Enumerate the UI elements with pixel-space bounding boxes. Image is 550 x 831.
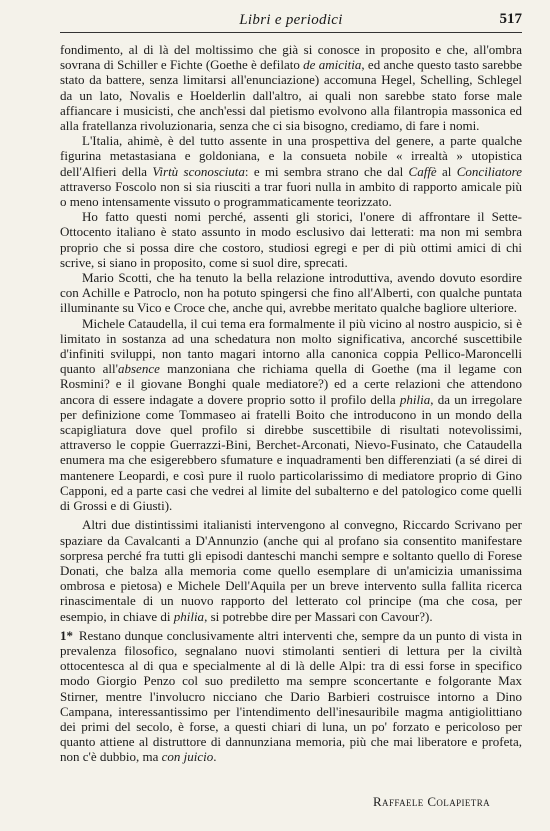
text-run: manzoniana che richiama quella di Goethe (ma il legame con Rosmini? e il giovane Bonghi quale mediatore?) ed a certe relazioni che attendono ancora di essere indagate a dovere proprio sotto il profilo della	[60, 361, 522, 407]
italic-text: de amicitia	[303, 57, 362, 73]
italic-text: Conciliatore	[456, 163, 522, 179]
italic-text: Virtù sconosciuta	[152, 163, 245, 179]
italic-text: con juicio	[161, 749, 214, 765]
paragraph	[60, 517, 522, 623]
section-title: Libri e periodici	[239, 12, 343, 28]
text-run: .	[213, 749, 217, 765]
italic-text: philia	[399, 391, 431, 407]
running-header	[60, 10, 522, 33]
paragraph	[60, 209, 522, 270]
paragraph	[60, 133, 522, 209]
text-run: Restano dunque conclusivamente altri interventi che, sempre da un punto di vista in prevalenza filosofico, segnalano nuovi stimolanti sentieri di lettura per la civiltà ottocentesca al di qua e specialmente al di là delle Alpi: tra di essi forse in specifico modo Giorgio Penzo col suo prediletto ma sempre sconcertante e folgorante Max Stirner, mentre l'involucro nicciano che Dario Barbieri costruisce intorno a Dino Campana, interessantissimo per l'intendimento dell'inesauribile magma antigiolittiano dei primi del secolo, è forse, a questi chiari di luna, un po' forzato e pericoloso per quanto attiene al distruttore di dannunziana memoria, più che mai liberatore e profeta, non c'è dubbio, ma	[60, 627, 522, 765]
page-number: 517	[499, 11, 522, 27]
italic-text: absence	[117, 361, 160, 377]
paragraph	[60, 316, 522, 514]
italic-text: philia	[173, 608, 205, 624]
paragraph	[60, 42, 522, 133]
text-run: , da un irregolare per definizione come Tommaseo ai fratelli Boito che introducono in un mondo della scapigliatura dove quel profilo si direbbe suscettibile di risultati notevolissimi, attraverso le coppie Guerrazzi-Bini, Berchet-Arconati, Nievo-Fusinato, che Cataudella enumera ma che esigerebbero sfumature e inquadramenti ben differenziati (a sé direi di mantenere Leopardi, e così pure il ruolo particolarissimo di mediatore proprio di Gino Capponi, ed a parte casi che vedrei al limite del subalterno e del patologico come quelli di Grossi e di Giusti).	[60, 391, 522, 514]
text-run: , si potrebbe dire per Massari con Cavour?).	[204, 608, 433, 624]
paragraph	[60, 270, 522, 316]
text-run: Mario Scotti, che ha tenuto la bella relazione introduttiva, avendo dovuto esordire con Achille e Patroclo, non ha potuto spingersi che fino all'Alberti, con qualche puntata illuminante su Vico e Croce che, anche qui, avrebbe meritato qualche bagliore ulteriore.	[60, 270, 522, 316]
text-run: fondimento, al di là del moltissimo che già si conosce in proposito e che, all'ombra sovrana di Schiller e Fichte (Goethe è defilato	[60, 42, 522, 73]
text-run: Michele Cataudella, il cui tema era formalmente il più vicino al nostro auspicio, si è limitato in sostanza ad una schedatura non molto significativa, ancorché suscettibile d'infiniti sviluppi, non tanto magari intorno alla canonica coppia Pellico-Maroncelli quanto all'	[60, 315, 522, 377]
text-run: , ed anche questo tasto sarebbe stato da battere, senza limitarsi all'enunciazione) accomuna Hegel, Schelling, Schlegel da un lato, Novalis e Hoelderlin dall'altro, ai quali non sarebbe stato forse male affiancare i musicisti, che anch'essi dal pietismo evolvono alla filantropia massonica ed alla fratellanza rivoluzionaria, senza che ci sia bisogno, crediamo, di fare i nomi.	[60, 57, 522, 134]
text-run: L'Italia, ahimè, è del tutto assente in una prospettiva del genere, a parte qualche figurina metastasiana e goldoniana, e la consueta nobile « irrealtà » utopistica dell'Alfieri della	[60, 133, 522, 179]
paragraph-mark: 1*	[60, 627, 73, 643]
paragraph	[60, 628, 522, 765]
italic-text: Caffè	[408, 163, 437, 179]
text-run: al	[436, 163, 457, 179]
text-run: Ho fatto questi nomi perché, assenti gli storici, l'onere di affrontare il Sette-Ottocento italiano è stato assunto in modo esclusivo dai letterati: ma non mi sembra proprio che si possa dire che costoro, studiosi egregi e per di più ottimi amici di chi scrive, si siano in proposito, come si suol dire, sprecati.	[60, 209, 522, 270]
author-signature: Raffaele Colapietra	[372, 794, 490, 809]
body-text	[60, 42, 522, 765]
text-run: : e mi sembra strano che dal	[244, 163, 409, 179]
text-run: Altri due distintissimi italianisti intervengono al convegno, Riccardo Scrivano per spaziare da Cavalcanti a D'Annunzio (anche qui al profano sia consentito manifestare sorpresa perché fra tutti gli episodi danteschi manchi sempre e soltanto quello di Forese Donati, che balza alla memoria come quello esemplare di un'amicizia umanissima ombrosa e pietosa) e Michele Dell'Aquila per un breve intervento sulla fallita ricerca rinascimentale di un nuovo rapporto del letterato col principe (ma che cosa, per esempio, in chiave di	[60, 517, 522, 624]
text-run: attraverso Foscolo non si sia riusciti a trar fuori nulla in ambito di rapporto amicale più o meno intensamente vissuto o programmaticamente teorizzato.	[60, 178, 522, 210]
